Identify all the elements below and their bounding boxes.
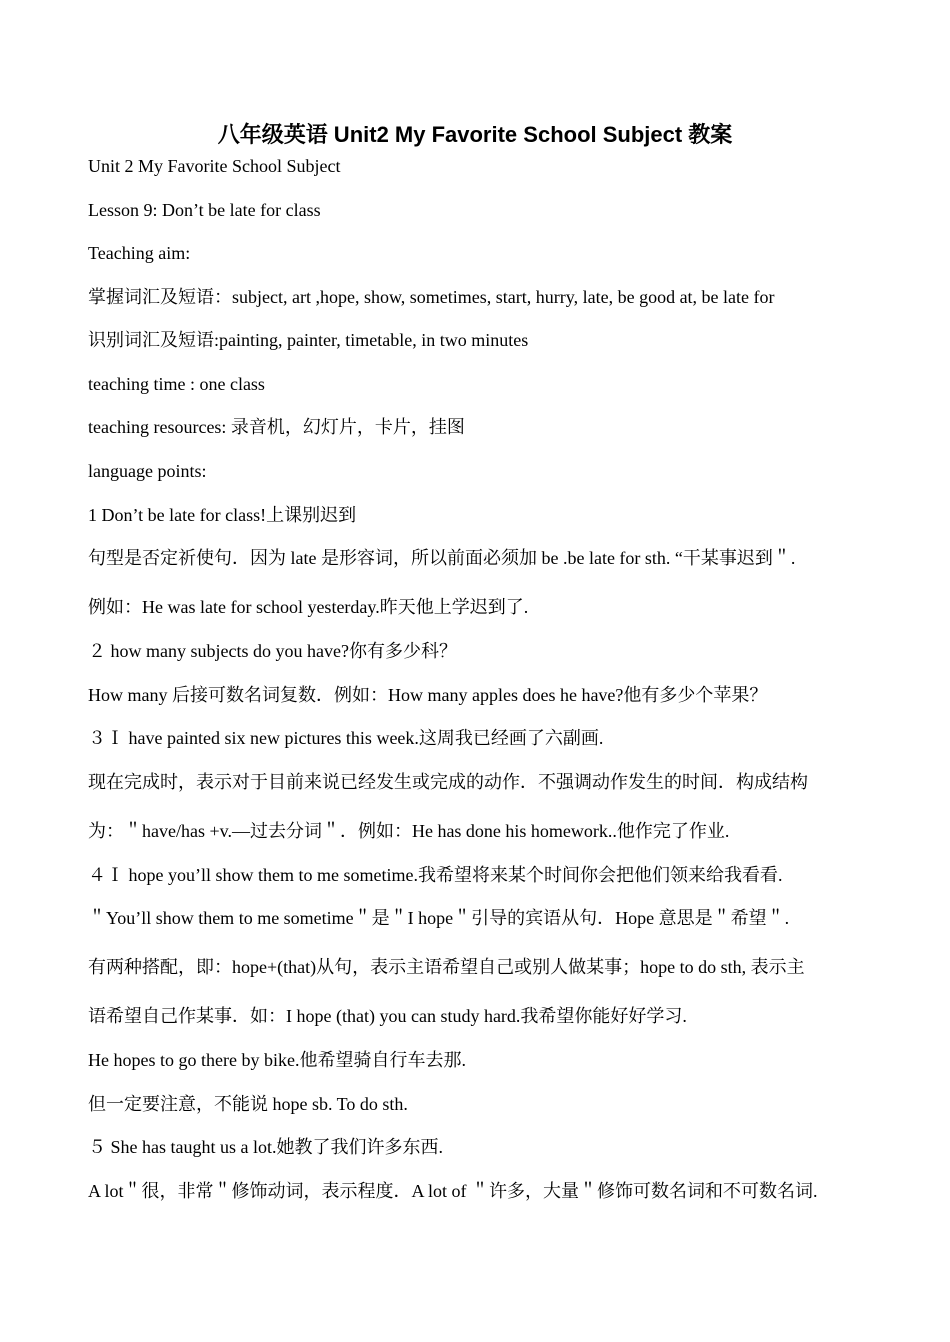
text-line-point-2: ２ how many subjects do you have?你有多少科？	[88, 641, 457, 661]
text-line-teaching-aim: Teaching aim:	[88, 243, 191, 263]
text-line-point-4-example: 语希望自己作某事．如：I hope (that) you can study hard.我希望你能好好学习.	[88, 1006, 687, 1026]
text-line-teaching-time: teaching time : one class	[88, 374, 265, 394]
text-line-point-4-usage: 有两种搭配，即：hope+(that)从句，表示主语希望自己或别人做某事；hope to do sth, 表示主	[88, 957, 805, 977]
text-line-lesson: Lesson 9: Don’t be late for class	[88, 200, 321, 220]
text-line-point-1-explain: 句型是否定祈使句．因为 late 是形容词，所以前面必须加 be .be late for sth. “干某事迟到＂.	[88, 548, 796, 568]
text-line-point-3: ３Ｉ have painted six new pictures this week.这周我已经画了六副画.	[88, 728, 604, 748]
text-line-point-3-structure: 为：＂have/has +v.—过去分词＂．例如：He has done his homework..他作完了作业.	[88, 821, 730, 841]
text-line-point-4-note: 但一定要注意，不能说 hope sb. To do sth.	[88, 1094, 408, 1114]
text-line-point-4-example-2: He hopes to go there by bike.他希望骑自行车去那.	[88, 1050, 466, 1070]
text-line-point-4: ４Ｉ hope you’ll show them to me sometime.我希望将来某个时间你会把他们领来给我看看.	[88, 865, 783, 885]
text-line-vocab-recognize: 识别词汇及短语:painting, painter, timetable, in two minutes	[88, 330, 529, 350]
text-line-point-2-explain: How many 后接可数名词复数．例如：How many apples does he have?他有多少个苹果？	[88, 685, 768, 705]
text-line-point-5: ５ She has taught us a lot.她教了我们许多东西.	[88, 1137, 443, 1157]
text-line-language-points: language points:	[88, 461, 207, 481]
text-line-point-1: 1 Don’t be late for class!上课别迟到	[88, 505, 357, 525]
text-line-vocab-master: 掌握词汇及短语：subject, art ,hope, show, sometimes, start, hurry, late, be good at, be late for	[88, 287, 775, 307]
text-line-unit: Unit 2 My Favorite School Subject	[88, 156, 341, 176]
text-line-point-4-explain: ＂You’ll show them to me sometime＂是＂I hope＂引导的宾语从句．Hope 意思是＂希望＂.	[88, 908, 790, 928]
text-line-point-1-example: 例如：He was late for school yesterday.昨天他上学迟到了.	[88, 597, 529, 617]
text-line-teaching-resources: teaching resources: 录音机，幻灯片，卡片，挂图	[88, 417, 465, 437]
document-title: 八年级英语 Unit2 My Favorite School Subject 教案	[217, 122, 733, 147]
text-line-point-3-explain: 现在完成时，表示对于目前来说已经发生或完成的动作．不强调动作发生的时间．构成结构	[88, 772, 808, 792]
text-line-point-5-explain: A lot＂很，非常＂修饰动词，表示程度．A lot of ＂许多，大量＂修饰可数名词和不可数名词.	[88, 1181, 818, 1201]
